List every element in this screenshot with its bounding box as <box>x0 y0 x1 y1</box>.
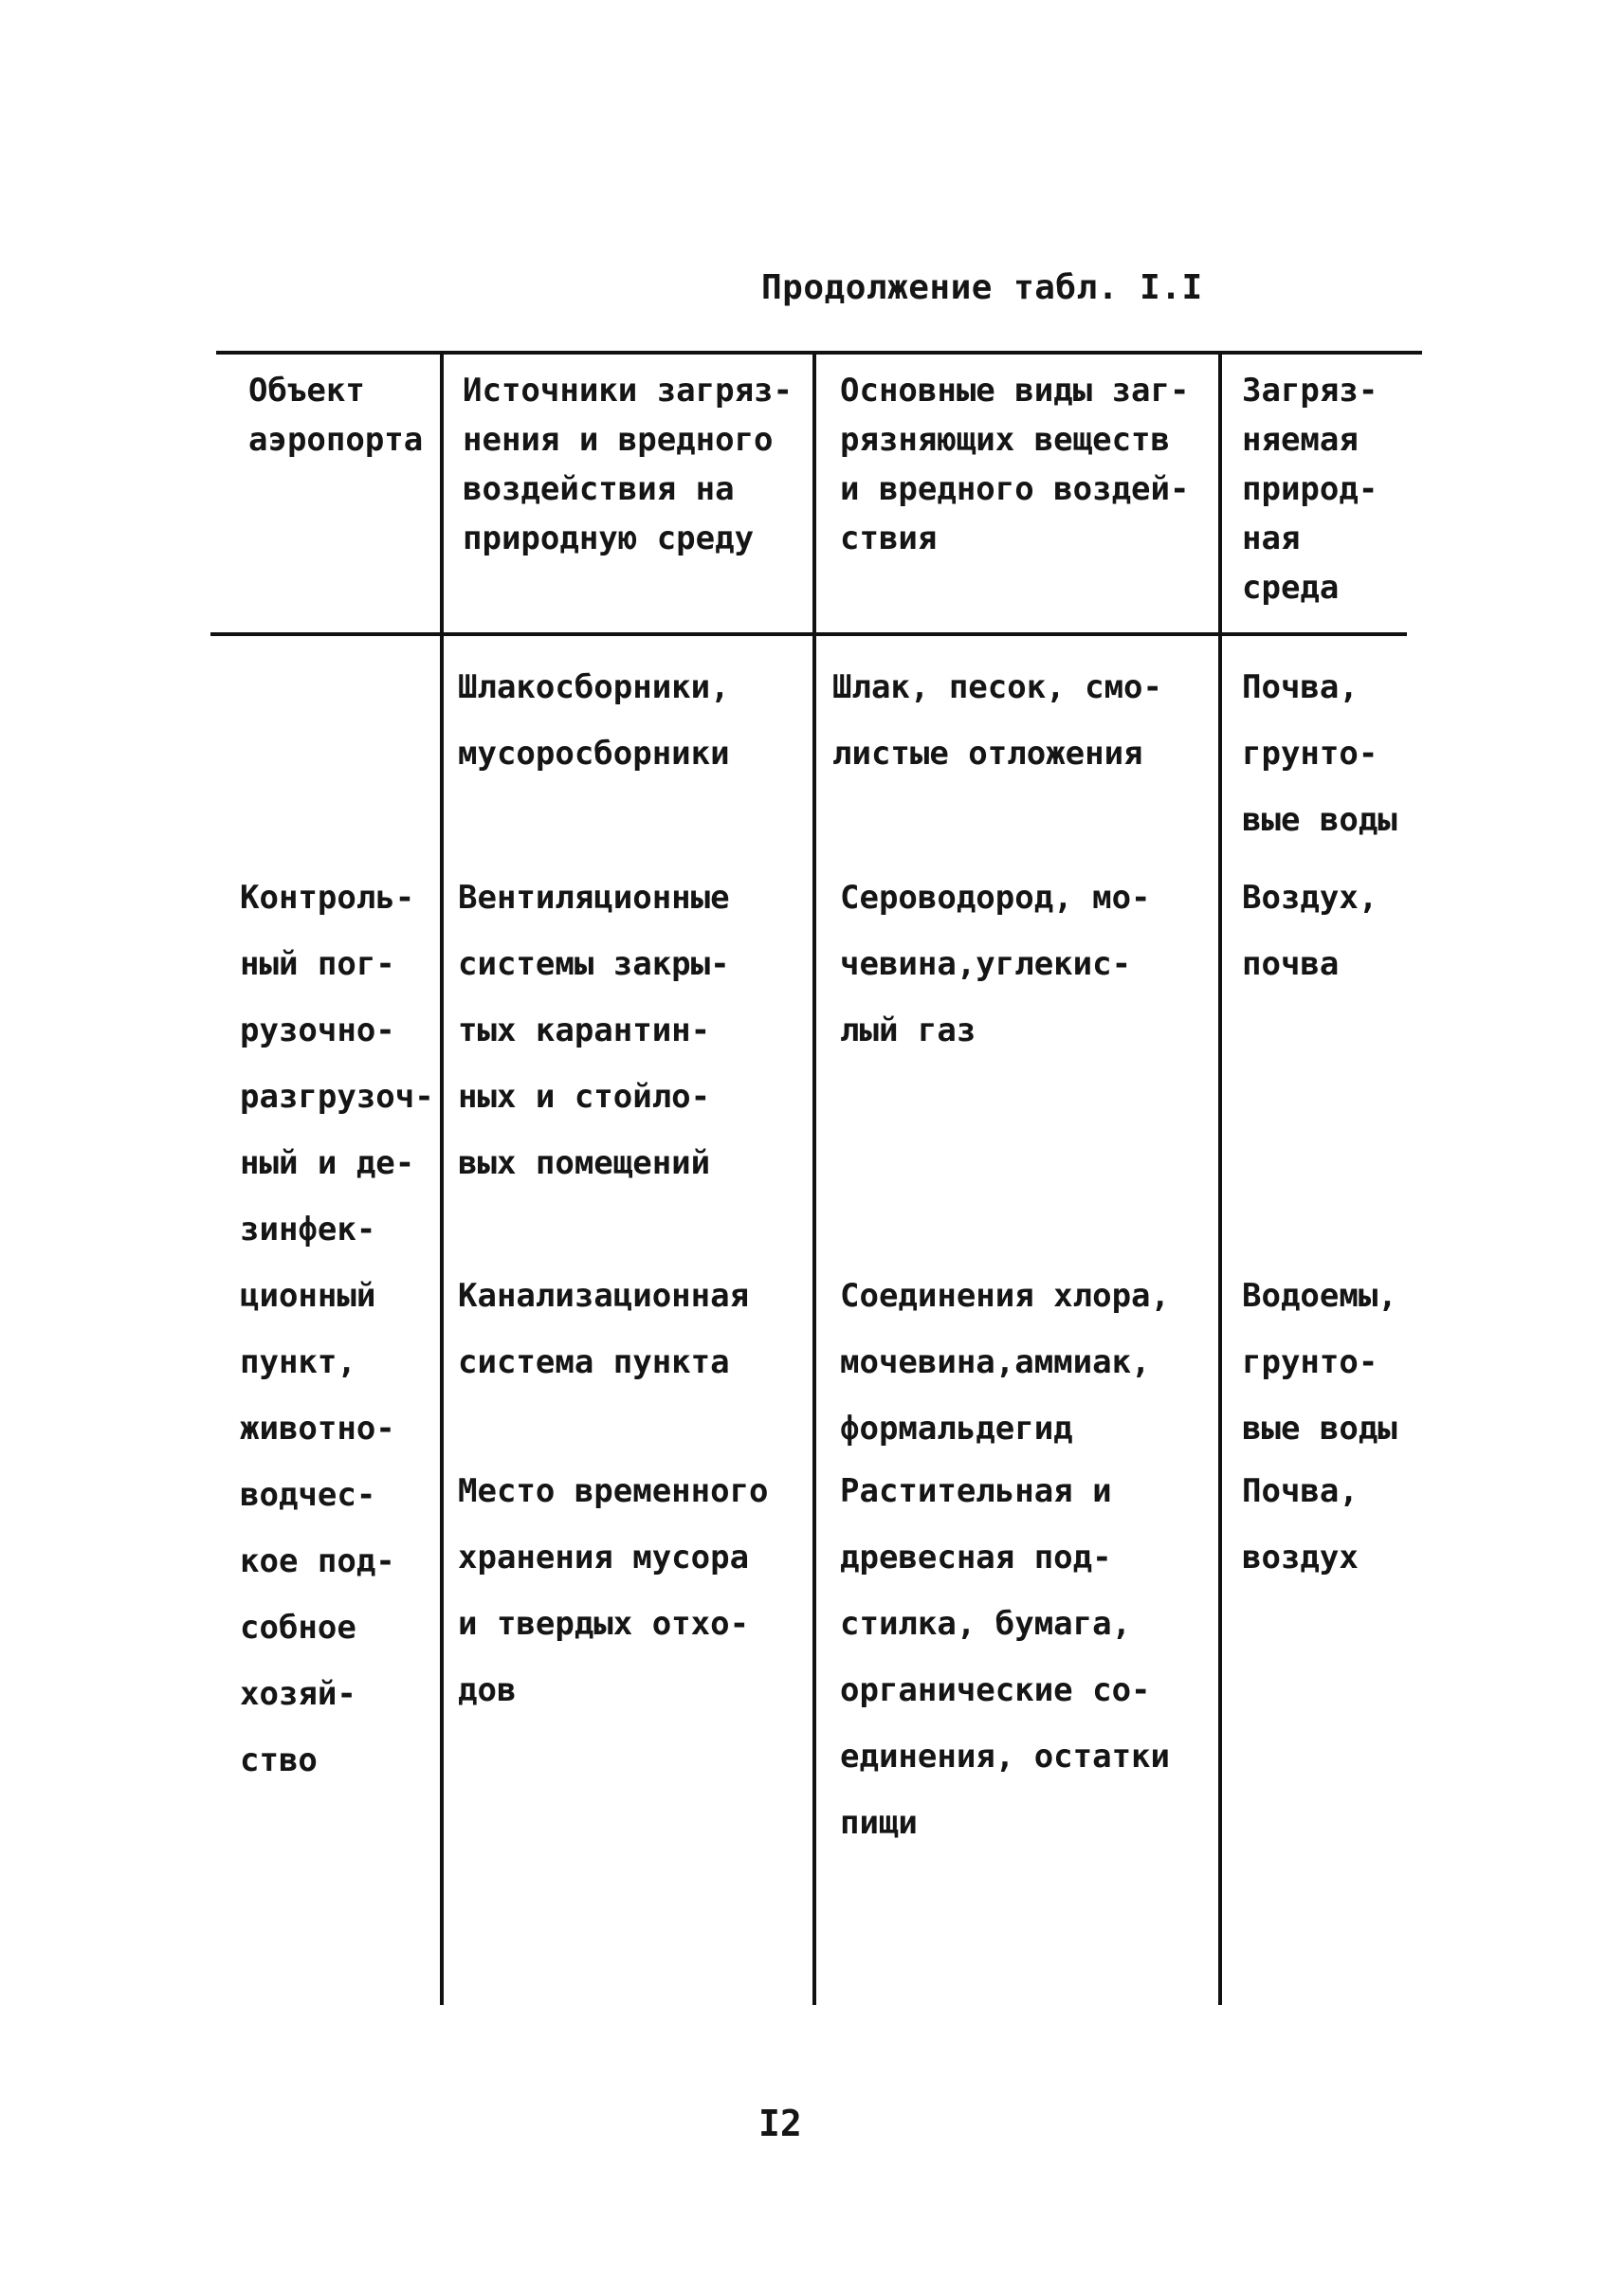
substances-line: пищи <box>840 1804 918 1842</box>
header-line: природную среду <box>463 519 755 557</box>
medium-cell <box>1242 1263 1397 1462</box>
header-line: няемая <box>1242 421 1359 459</box>
substances-line: Растительная и <box>840 1472 1112 1510</box>
medium-cell <box>1242 1458 1359 1591</box>
source-line: ных и стойло- <box>458 1078 711 1116</box>
header-line: аэропорта <box>248 421 424 459</box>
object-line: пункт, <box>240 1343 356 1381</box>
header-line: среда <box>1242 569 1340 607</box>
source-line: Шлакосборники, <box>458 668 730 706</box>
source-cell <box>458 1458 769 1723</box>
object-line: ный и де- <box>240 1144 415 1182</box>
header-line: воздействия на <box>463 470 735 508</box>
medium-line: грунто- <box>1242 735 1378 773</box>
substances-line: древесная под- <box>840 1539 1112 1576</box>
header-substances <box>840 366 1189 563</box>
header-line: Источники загряз- <box>463 372 793 410</box>
substances-line: органические со- <box>840 1671 1151 1709</box>
object-line: хозяй- <box>240 1675 356 1713</box>
object-line: животно- <box>240 1410 395 1448</box>
source-cell <box>458 865 730 1196</box>
source-line: тых карантин- <box>458 1011 711 1049</box>
substances-line: листые отложения <box>832 735 1143 773</box>
medium-line: Почва, <box>1242 668 1359 706</box>
substances-line: Соединения хлора, <box>840 1277 1170 1315</box>
source-cell <box>458 654 730 787</box>
substances-line: мочевина,аммиак, <box>840 1343 1151 1381</box>
header-line: Основные виды заг- <box>840 372 1190 410</box>
header-line: Загряз- <box>1242 372 1378 410</box>
column-divider-1 <box>440 353 444 2005</box>
object-line: кое под- <box>240 1542 395 1580</box>
substances-line: Сероводород, мо- <box>840 879 1151 917</box>
column-divider-2 <box>812 353 816 2005</box>
source-line: вых помещений <box>458 1144 711 1182</box>
medium-line: вые воды <box>1242 1410 1397 1448</box>
substances-line: стилка, бумага, <box>840 1605 1132 1643</box>
table-caption: Продолжение табл. I.I <box>761 268 1203 307</box>
medium-line: грунто- <box>1242 1343 1378 1381</box>
substances-line: чевина,углекис- <box>840 945 1132 983</box>
substances-line: Шлак, песок, смо- <box>832 668 1162 706</box>
header-line: природ- <box>1242 470 1378 508</box>
table-top-rule <box>216 351 1422 355</box>
object-line: зинфек- <box>240 1211 376 1248</box>
source-cell <box>458 1263 749 1395</box>
source-line: системы закры- <box>458 945 730 983</box>
substances-cell <box>832 654 1162 787</box>
object-cell <box>240 865 434 1794</box>
object-line: Контроль- <box>240 879 415 917</box>
header-object <box>248 366 423 465</box>
column-divider-3 <box>1218 353 1222 2005</box>
header-source <box>463 366 793 563</box>
object-line: ство <box>240 1741 318 1779</box>
source-line: мусоросборники <box>458 735 730 773</box>
medium-line: воздух <box>1242 1539 1359 1576</box>
source-line: дов <box>458 1671 517 1709</box>
header-line: ствия <box>840 519 938 557</box>
source-line: и твердых отхо- <box>458 1605 750 1643</box>
page-number: I2 <box>758 2103 802 2144</box>
source-line: система пункта <box>458 1343 730 1381</box>
header-line: и вредного воздей- <box>840 470 1190 508</box>
header-line: ная <box>1242 519 1301 557</box>
source-line: Канализационная <box>458 1277 750 1315</box>
medium-cell <box>1242 865 1378 997</box>
object-line: водчес- <box>240 1476 376 1514</box>
object-line: разгрузоч- <box>240 1078 434 1116</box>
medium-cell <box>1242 654 1397 853</box>
medium-line: Воздух, <box>1242 879 1378 917</box>
source-line: Вентиляционные <box>458 879 730 917</box>
substances-line: формальдегид <box>840 1410 1073 1448</box>
object-line: ный пог- <box>240 945 395 983</box>
header-line: нения и вредного <box>463 421 774 459</box>
header-line: рязняющих веществ <box>840 421 1170 459</box>
header-line: Объект <box>248 372 365 410</box>
medium-line: почва <box>1242 945 1340 983</box>
substances-cell <box>840 865 1151 1064</box>
source-line: хранения мусора <box>458 1539 750 1576</box>
object-line: рузочно- <box>240 1011 395 1049</box>
substances-line: единения, остатки <box>840 1738 1170 1776</box>
substances-cell <box>840 1458 1170 1856</box>
object-line: ционный <box>240 1277 376 1315</box>
source-line: Место временного <box>458 1472 769 1510</box>
medium-line: Почва, <box>1242 1472 1359 1510</box>
header-bottom-rule <box>210 632 1407 636</box>
medium-line: вые воды <box>1242 801 1397 839</box>
object-line: собное <box>240 1609 356 1647</box>
medium-line: Водоемы, <box>1242 1277 1397 1315</box>
substances-line: лый газ <box>840 1011 976 1049</box>
header-medium <box>1242 366 1378 612</box>
substances-cell <box>840 1263 1170 1462</box>
